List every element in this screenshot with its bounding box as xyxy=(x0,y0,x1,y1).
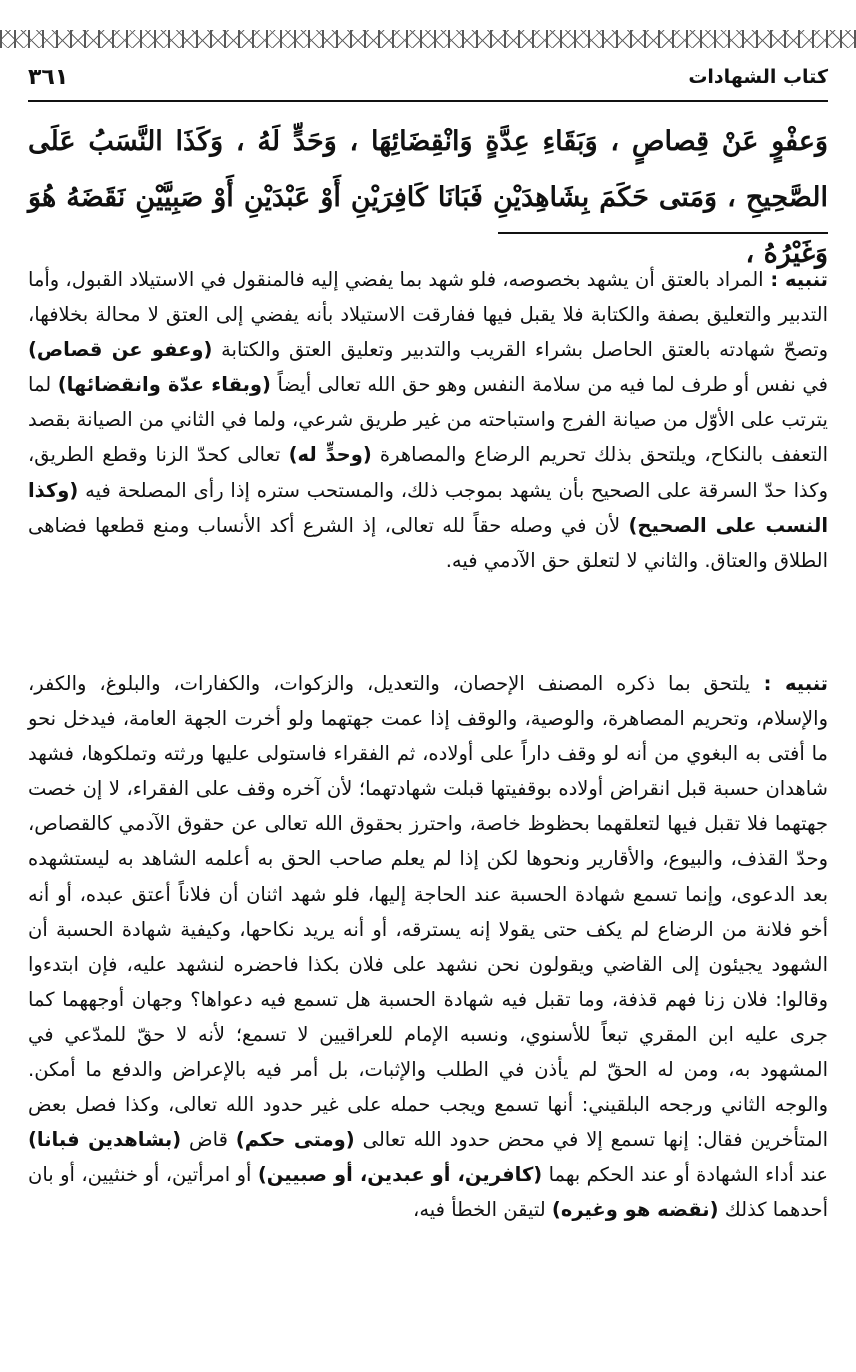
quoted-matn: (كافرين، أو عبدين، أو صبيين) xyxy=(257,1163,543,1187)
page-header xyxy=(28,54,828,102)
quoted-matn: (ومتى حكم) xyxy=(235,1128,355,1152)
commentary-text: عند أداء الشهادة أو عند الحكم بهما xyxy=(542,1163,828,1187)
chapter-title: كتاب الشهادات xyxy=(688,66,828,88)
commentary-text: لأن في وصله حقاً لله تعالى، إذ الشرع أكد الأنساب ومنع قطعها فضاهى الطلاق والعتاق. والثاني لا لتعلق حق الآدمي فيه. xyxy=(28,513,828,572)
commentary-text: أو امرأتين، أو خنثيين، أو بان أحدهما كذلك xyxy=(28,1163,828,1222)
quoted-matn: (نقضه هو وغيره) xyxy=(551,1198,719,1222)
commentary-text: في نفس أو طرف لما فيه من سلامة النفس وهو حق الله تعالى أيضاً xyxy=(270,373,829,397)
main-text: وَعفْوٍ عَنْ قِصاصٍ ، وَبَقَاءِ عِدَّةٍ وَانْقِضَائِهَا ، وَحَدٍّ لَهُ ، وَكَذَا النَّسَبُ عَلَى الصَّحِيحِ ، وَمَتى حَكَمَ بِشَاهِدَيْنِ فَبَانَا كَافِرَيْنِ أَوْ عَبْدَيْنِ أَوْ صَبِيَّيْنِ نَقَضَهُ هُوَ وَغَيْرُهُ ، xyxy=(28,126,828,269)
separator-line xyxy=(498,232,828,234)
note-label: تنبيه : xyxy=(750,672,828,695)
commentary-paragraph-1 xyxy=(28,262,828,578)
note-label: تنبيه : xyxy=(763,268,829,291)
page-number: ٣٦١ xyxy=(28,64,69,90)
commentary-text: لتيقن الخطأ فيه، xyxy=(413,1198,552,1222)
commentary-text: تعالى كحدّ الزنا وقطع الطريق، وكذا حدّ السرقة على الصحيح بأن يشهد بموجب ذلك، والمستحب ستره إذا رأى المصلحة فيه xyxy=(28,443,828,502)
quoted-matn: (وعفو عن قصاص) xyxy=(28,338,213,362)
commentary-text: لما يترتب على الأوّل من صيانة الفرج واستباحته من غير طريق شرعي، ولما في الثاني من الصيانة بقصد التعفف بالنكاح، ويلتحق بذلك تحريم الرضاع والمصاهرة xyxy=(28,373,829,467)
quoted-matn: (وحدٍّ له) xyxy=(288,443,372,467)
quoted-matn: (بشاهدين فبانا) xyxy=(28,1128,182,1152)
commentary-paragraph-2 xyxy=(28,666,828,1228)
commentary-text: المراد بالعتق أن يشهد بخصوصه، فلو شهد بما يفضي إليه فالمنقول في الاستيلاد القبول، وأما التدبير والتعليق بصفة والكتابة فلا يقبل فيها ففارقت الاستيلاد بأنه يفضي إلى العتق لا محالة بخلافها، وتصحّ شهادته بالعتق الحاصل بشراء القريب والتدبير وتعليق العتق والكتابة xyxy=(28,268,828,362)
quoted-matn: (وكذا النسب على الصحيح) xyxy=(28,478,828,537)
commentary-text: قاض xyxy=(181,1128,236,1152)
commentary-text: يلتحق بما ذكره المصنف الإحصان، والتعديل، والزكوات، والكفارات، والبلوغ، والكفر، والإسلام، وتحريم المصاهرة، والوصية، والوقف إذا عمت جهتهما ولو أخرت الجهة العامة، فيدخل نحو ما أفتى به البغوي من أنه لو وقف داراً على أولاده، ثم الفقراء فاستولى عليها ورثته وتملكوها، فشهد شاهدان حسبة قبل انقراض أولاده بوقفيتها قبلت شهادتهما؛ لأن آخره وقف على الفقراء، لا إن خصت جهتهما فلا تقبل فيها لتعلقهما بحظوظ خاصة، واحترز بحقوق الله تعالى عن حقوق الآدمي كالقصاص، وحدّ القذف، والبيوع، والأقارير ونحوها لكن إذا لم يعلم صاحب الحق به أعلمه الشاهد به ليستشهده بعد الدعوى، وإنما تسمع شهادة الحسبة عند الحاجة إليها، فلو شهد اثنان أن فلاناً أعتق عبده، أو أنه أخو فلانة من الرضاع لم يكف حتى يقولا إنه يسترقه، أو أنه يريد نكاحها، وكيفية شهادة الحسبة أن الشهود يجيئون إلى القاضي ويقولون نحن نشهد على فلان بكذا فاحضره لنشهد عليه، فإن ابتدءوا وقالوا: فلان زنا فهم قذفة، وما تقبل فيه شهادة الحسبة هل تسمع فيه دعواها؟ وجهان أوجههما كما جرى عليه ابن المقري تبعاً للأسنوي، ونسبه الإمام للعراقيين لا تسمع؛ لأنه لا حقّ للمدّعي في المشهود به، ومن له الحقّ لم يأذن في الطلب والإثبات، بل أمر فيه بالإعراض والدفع ما أمكن. والوجه الثاني ورجحه البلقيني: أنها تسمع ويجب حمله على غير حدود الله تعالى، وكذا فصل بعض المتأخرين فقال: إنها تسمع إلا في محض حدود الله تعالى xyxy=(28,672,828,1152)
quoted-matn: (وبقاء عدّة وانقضائها) xyxy=(57,373,271,397)
decorative-border xyxy=(0,30,856,48)
